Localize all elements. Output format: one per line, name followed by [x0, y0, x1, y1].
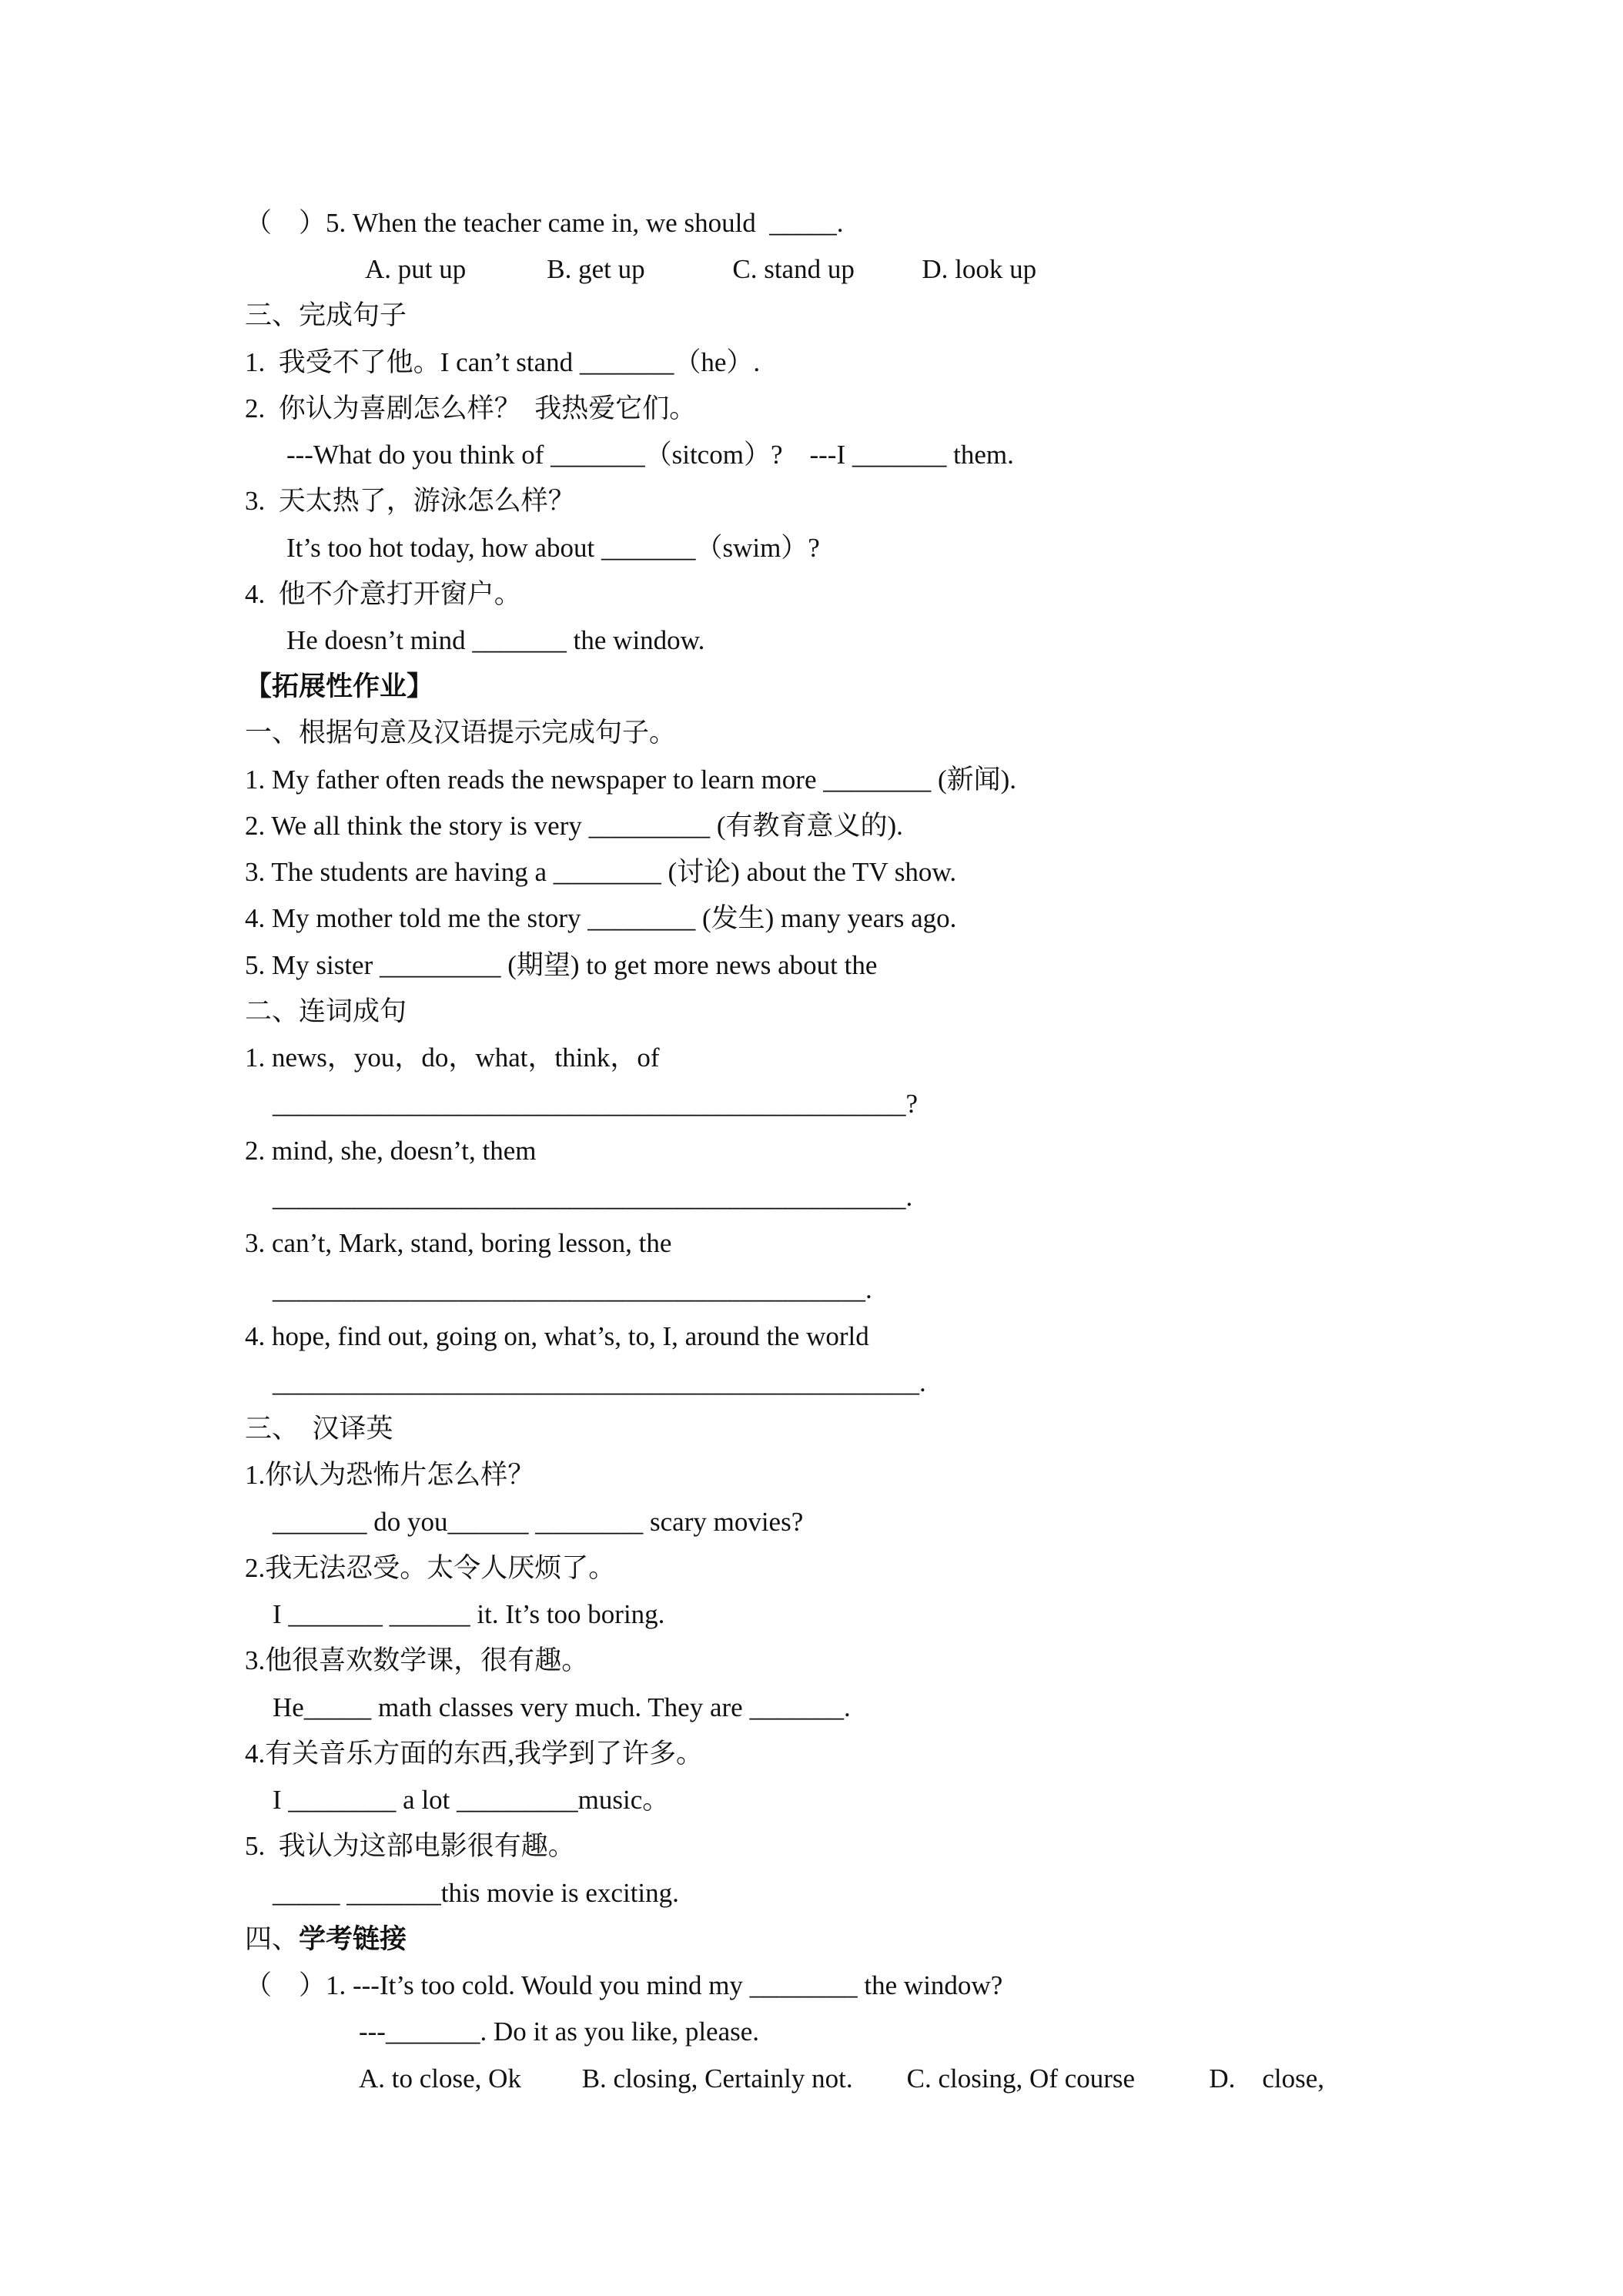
word-order-2-words: 2. mind, she, doesn’t, them: [245, 1136, 537, 1166]
complete-sentence-1: 1. 我受不了他。I can’t stand _______（he）.: [245, 347, 761, 377]
hint-sentence-4: 4. My mother told me the story ________ (发生) many years ago.: [245, 903, 957, 933]
complete-sentence-2-chinese: 2. 你认为喜剧怎么样？ 我热爱它们。: [245, 393, 697, 423]
translate-4-chinese: 4.有关音乐方面的东西,我学到了许多。: [245, 1739, 704, 1769]
complete-sentence-3-chinese: 3. 天太热了，游泳怎么样？: [245, 486, 575, 516]
exam-question-1: （ ）1. ---It’s too cold. Would you mind my ________ the window?: [245, 1970, 1003, 2000]
subsection-heading-translate: 三、 汉译英: [245, 1414, 393, 1444]
translate-5-chinese: 5. 我认为这部电影很有趣。: [245, 1831, 575, 1861]
word-order-4-answer-line: ________________________________________________.: [273, 1367, 926, 1397]
subsection-heading-word-order: 二、连词成句: [245, 996, 407, 1026]
translate-5-english: _____ _______this movie is exciting.: [273, 1878, 679, 1908]
translate-1-chinese: 1.你认为恐怖片怎么样？: [245, 1460, 535, 1490]
hint-sentence-5: 5. My sister _________ (期望) to get more news about the: [245, 950, 878, 980]
word-order-3-words: 3. can’t, Mark, stand, boring lesson, the: [245, 1228, 672, 1258]
word-order-2-answer-line: _______________________________________________.: [273, 1182, 913, 1212]
hint-sentence-3: 3. The students are having a ________ (讨论) about the TV show.: [245, 857, 957, 887]
complete-sentence-4-chinese: 4. 他不介意打开窗户。: [245, 579, 521, 609]
translate-3-chinese: 3.他很喜欢数学课，很有趣。: [245, 1645, 589, 1675]
translate-1-english: _______ do you______ ________ scary movies?: [273, 1507, 804, 1537]
section-heading-extended-homework: 【拓展性作业】: [245, 671, 434, 701]
translate-3-english: He_____ math classes very much. They are _______.: [273, 1692, 851, 1722]
word-order-1-words: 1. news，you，do，what，think，of: [245, 1043, 660, 1073]
word-order-3-answer-line: ____________________________________________.: [273, 1274, 872, 1304]
exam-link-prefix: 四、: [245, 1924, 300, 1954]
mc-question-5-options: A. put up B. get up C. stand up D. look up: [365, 254, 1037, 284]
exam-link-title: 学考链接: [299, 1924, 407, 1954]
section-heading-complete-sentences: 三、完成句子: [245, 300, 407, 330]
exam-question-1-options: A. to close, Ok B. closing, Certainly not. C. closing, Of course D. close,: [359, 2063, 1325, 2094]
hint-sentence-2: 2. We all think the story is very _________ (有教育意义的).: [245, 811, 903, 841]
complete-sentence-2-english: ---What do you think of _______（sitcom）? ---I _______ them.: [286, 440, 1014, 470]
hint-sentence-1: 1. My father often reads the newspaper to learn more ________ (新闻).: [245, 765, 1017, 795]
complete-sentence-3-english: It’s too hot today, how about _______（swim）?: [286, 533, 820, 563]
exam-question-1-response: ---_______. Do it as you like, please.: [359, 2017, 760, 2047]
translate-2-english: I _______ ______ it. It’s too boring.: [273, 1599, 665, 1629]
mc-question-5: （ ）5. When the teacher came in, we should _____.: [245, 208, 844, 238]
word-order-4-words: 4. hope, find out, going on, what’s, to, I, around the world: [245, 1321, 869, 1351]
translate-2-chinese: 2.我无法忍受。太令人厌烦了。: [245, 1553, 616, 1583]
translate-4-english: I ________ a lot _________music。: [273, 1785, 670, 1815]
complete-sentence-4-english: He doesn’t mind _______ the window.: [286, 625, 705, 655]
subsection-heading-fill-by-hint: 一、根据句意及汉语提示完成句子。: [245, 718, 677, 748]
section-heading-exam-link: [245, 1922, 407, 1957]
word-order-1-answer-line: _______________________________________________?: [273, 1089, 919, 1119]
